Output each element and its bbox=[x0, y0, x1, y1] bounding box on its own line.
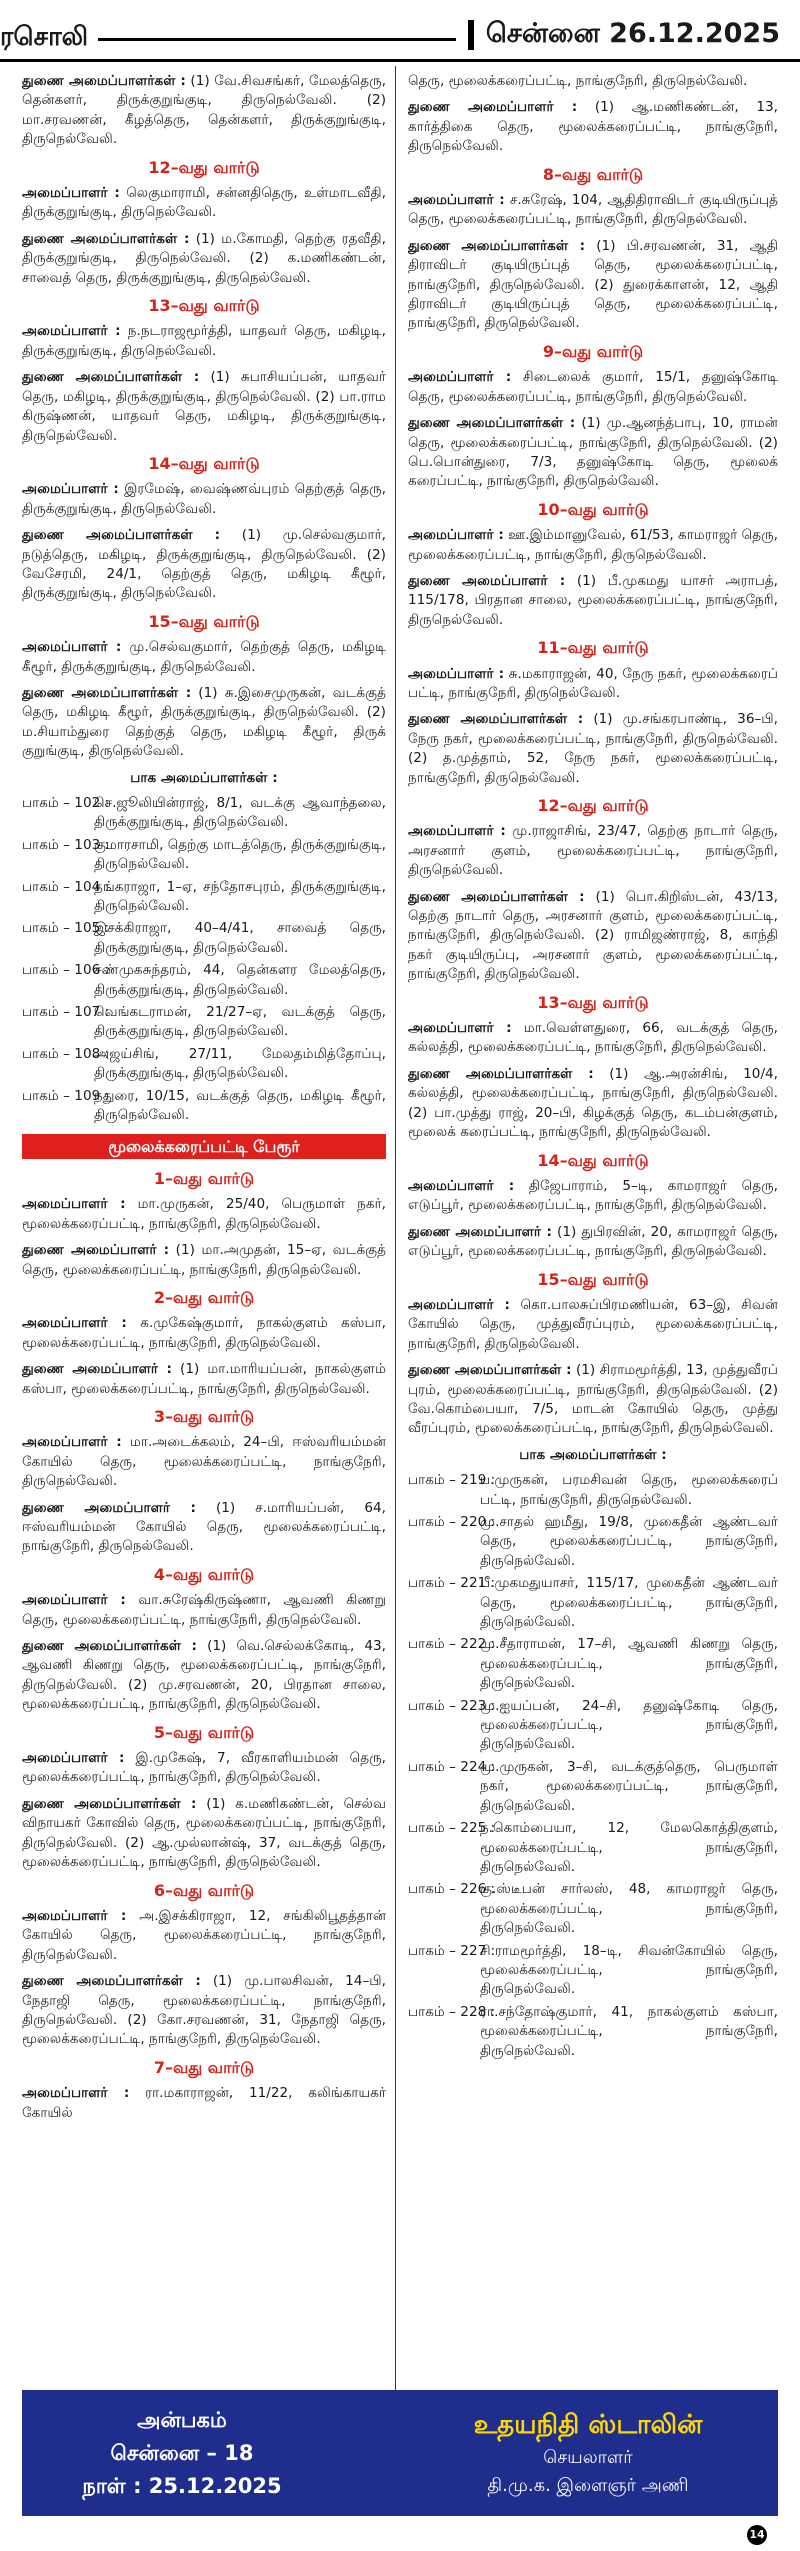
ward-block bbox=[408, 638, 778, 788]
organizer bbox=[22, 638, 386, 677]
ward-title: 13–வது வார்டு bbox=[148, 296, 260, 316]
role-text: (1) ஆ.அரன்சிங், 10/4, கல்லத்தி, மூலைக்கரைப்பட்டி, நாங்குநேரி, திருநெல்வேலி. (2) பா.முத்து ராஜ், 20–பி, கிழக்குத் தெரு, கடம்பன்குளம், மூலைக் கரைப்பட்டி, நாங்குநேரி, திருநெல்வேலி. bbox=[408, 1065, 778, 1141]
ward-title: 8–வது வார்டு bbox=[542, 164, 644, 184]
booth-number: பாகம் – 220 : bbox=[408, 1514, 496, 1530]
ward-block bbox=[22, 454, 386, 604]
ward-title: 9–வது வார்டு bbox=[542, 341, 644, 361]
role-label: துணை அமைப்பாளர் : bbox=[408, 99, 578, 116]
booth-row bbox=[408, 1471, 778, 1510]
booth-text: ந.கொம்பையா, 12, மேலகொத்திகுளம், மூலைக்கரைப்பட்டி, நாங்குநேரி, திருநெல்வேலி. bbox=[480, 1820, 778, 1875]
role-label: துணை அமைப்பாளர் : bbox=[22, 1242, 170, 1259]
role-text: (1) பொ.கிறிஸ்டன், 43/13, தெற்கு நாடார் தெரு, அரசனார் குளம், மூலைக்கரைப்பட்டி, நாங்குநேரி, திருநெல்வேலி. (2) ராமிஜண்ராஜ், 8, காந்தி நகர் குடியிருப்பு, அரசனார் குளம், மூலைக்கரைப்பட்டி, நாங்குநேரி, திருநெல்வேலி. bbox=[408, 888, 778, 983]
ward-title: 13–வது வார்டு bbox=[537, 992, 649, 1012]
city-date-text: சென்னை 26.12.2025 bbox=[485, 18, 780, 49]
deputies bbox=[22, 1360, 386, 1399]
deputies bbox=[408, 888, 778, 985]
organizer bbox=[22, 1433, 386, 1491]
ward-title: 11–வது வார்டு bbox=[537, 638, 649, 658]
ward-title: 1–வது வார்டு bbox=[153, 1168, 255, 1188]
role-text: ச.சுரேஷ், 104, ஆதிதிராவிடர் குடியிருப்புத் தெரு, மூலைக்கரைப்பட்டி, நாங்குநேரி, திருநெல்வேலி. bbox=[408, 192, 778, 228]
role-text: (1) ம.கோமதி, தெற்கு ரதவீதி, திருக்குறுங்குடி, திருநெல்வேலி. (2) க.மணிகண்டன், சாவைத் தெரு, திருக்குறுங்குடி, திருநெல்வேலி. bbox=[22, 230, 386, 286]
ward-block bbox=[22, 158, 386, 288]
intro-deputies bbox=[22, 72, 386, 150]
organizer bbox=[408, 1019, 778, 1058]
ward-title: 12–வது வார்டு bbox=[148, 157, 260, 177]
signatory-name: உதயநிதி ஸ்டாலின் bbox=[473, 2410, 703, 2440]
role-text: (1) ச.மாரியப்பன், 64, ஈஸ்வரியம்மன் கோயில் தெரு, மூலைக்கரைப்பட்டி, நாங்குநேரி, திருநெல்வேலி. bbox=[22, 1499, 386, 1555]
booth-row bbox=[408, 1513, 778, 1571]
footer-place: அன்பகம் bbox=[137, 2408, 227, 2432]
ward-title: 7–வது வார்டு bbox=[153, 2057, 255, 2077]
deputies bbox=[22, 368, 386, 446]
role-text: இ.முகேஷ், 7, வீரகாளியம்மன் தெரு, மூலைக்கரைப்பட்டி, நாங்குநேரி, திருநெல்வேலி. bbox=[22, 1750, 386, 1786]
ward-block bbox=[408, 342, 778, 492]
booth-number: பாகம் – 105 : bbox=[22, 920, 110, 937]
page-header bbox=[0, 0, 800, 62]
booth-number: பாகம் – 221 : bbox=[408, 1575, 496, 1592]
booth-text: மு.முருகன், 3–சி, வடக்குத்தெரு, பெருமாள் நகர், மூலைக்கரைப்பட்டி, நாங்குநேரி, திருநெல்வேலி. bbox=[480, 1758, 778, 1814]
booth-list bbox=[408, 1471, 778, 2061]
footer-city: சென்னை – 18 bbox=[110, 2441, 254, 2465]
role-label: துணை அமைப்பாளர் : bbox=[408, 1223, 552, 1240]
booth-row bbox=[408, 1574, 778, 1632]
role-text: திஜேபாராம், 5–டி, காமராஜர் தெரு, எடுப்பூர், மூலைக்கரைப்பட்டி, நாங்குநேரி, திருநெல்வேலி. bbox=[408, 1177, 778, 1214]
booth-number: பாகம் – 225 : bbox=[408, 1820, 496, 1837]
role-label: அமைப்பாளர் : bbox=[22, 1196, 126, 1213]
deputies bbox=[22, 1499, 386, 1557]
ward-block bbox=[22, 296, 386, 446]
booth-row bbox=[22, 794, 386, 833]
role-text: சு.மகாராஜன், 40, நேரு நகர், மூலைக்கரைப் பட்டி, நாங்குநேரி, திருநெல்வேலி. bbox=[408, 665, 778, 701]
role-label: அமைப்பாளர் : bbox=[22, 1315, 127, 1332]
role-label: துணை அமைப்பாளர்கள் : bbox=[22, 527, 221, 544]
role-label: அமைப்பாளர் : bbox=[408, 823, 506, 840]
role-label: அமைப்பாளர் : bbox=[408, 527, 504, 544]
booth-number: பாகம் – 106 : bbox=[22, 962, 110, 979]
role-text: (1) சு.இசைமுருகன், வடக்குத் தெரு, மகிழடி கீழூர், திருக்குறுங்குடி, திருநெல்வேலி. (2) ம.சியாம்துரை தெற்குத் தெரு, மகிழடி கீழூர், திருக் குறுங்குடி, திருநெல்வேலி. bbox=[22, 684, 386, 760]
booth-text: மு.ஐயப்பன், 24–சி, தனுஷ்கோடி தெரு, மூலைக்கரைப்பட்டி, நாங்குநேரி, திருநெல்வேலி. bbox=[480, 1697, 778, 1753]
organizer bbox=[22, 1591, 386, 1630]
role-label: துணை அமைப்பாளர்கள் : bbox=[408, 711, 584, 728]
booth-text: கு.ஸ்டீபன் சார்லஸ், 48, காமராஜர் தெரு, மூலைக்கரைப்பட்டி, நாங்குநேரி, திருநெல்வேலி. bbox=[480, 1881, 778, 1937]
organizer bbox=[408, 665, 778, 704]
role-label: அமைப்பாளர் : bbox=[408, 1296, 510, 1313]
ward-title: 2–வது வார்டு bbox=[153, 1287, 255, 1307]
organizer bbox=[408, 1296, 778, 1354]
role-text: (1) வெ.செல்லக்கோடி, 43, ஆவணி கிணறு தெரு, மூலைக்கரைப்பட்டி, நாங்குநேரி, திருநெல்வேலி. (2) மு.சரவணன், 20, பிரதான சாலை, மூலைக்கரைப்பட்டி, நாங்குநேரி, திருநெல்வேலி. bbox=[22, 1638, 386, 1713]
booth-row bbox=[22, 919, 386, 958]
continued-text: தெரு, மூலைக்கரைப்பட்டி, நாங்குநேரி, திருநெல்வேலி. bbox=[408, 73, 748, 89]
role-label: துணை அமைப்பாளர் : bbox=[22, 1361, 172, 1378]
role-label: துணை அமைப்பாளர்கள் : bbox=[408, 415, 576, 432]
organizer bbox=[22, 2084, 386, 2123]
role-label: அமைப்பாளர் : bbox=[22, 1907, 127, 1924]
role-text: (1) க.மணிகண்டன், செல்வ விநாயகர் கோவில் தெரு, மூலைக்கரைப்பட்டி, நாங்குநேரி, திருநெல்வேலி. (2) ஆ.முல்லான்ஷ், 37, வடக்குத் தெரு, மூலைக்கரைப்பட்டி, நாங்குநேரி, திருநெல்வேலி. bbox=[22, 1795, 386, 1871]
role-text: இரமேஷ், வைஷ்ணவ்புரம் தெற்குத் தெரு, திருக்குறுங்குடி, திருநெல்வேலி. bbox=[22, 481, 386, 517]
ward-block bbox=[408, 796, 778, 985]
ward-title: 3–வது வார்டு bbox=[153, 1406, 255, 1426]
role-label: துணை அமைப்பாளர்கள் : bbox=[22, 1973, 201, 1990]
footer-signatory bbox=[398, 2406, 778, 2500]
booth-row bbox=[408, 1635, 778, 1693]
right-column bbox=[408, 72, 778, 2382]
role-text: (1) மு.சங்கரபாண்டி, 36–பி, நேரு நகர், மூலைக்கரைப்பட்டி, நாங்குநேரி, திருநெல்வேலி. (2) த.முத்தாம், 52, நேரு நகர், மூலைக்கரைப்பட்டி, நாங்குநேரி, திருநெல்வேலி. bbox=[408, 711, 778, 786]
organizer bbox=[408, 822, 778, 880]
footer-address bbox=[22, 2404, 342, 2503]
continued-deputy bbox=[408, 98, 778, 156]
booth-number: பாகம் – 226 : bbox=[408, 1881, 496, 1898]
signatory-org: தி.மு.க. இளைஞர் அணி bbox=[487, 2475, 689, 2496]
organizer bbox=[22, 1314, 386, 1353]
ward-title: 15–வது வார்டு bbox=[148, 611, 260, 631]
ward-title: 14–வது வார்டு bbox=[148, 453, 260, 473]
booth-text: மு.சாதல் ஹமீது, 19/8, முகைதீன் ஆண்டவர் தெரு, மூலைக்கரைப்பட்டி, நாங்குநேரி, திருநெல்வேலி. bbox=[480, 1514, 778, 1569]
role-label: துணை அமைப்பாளர்கள் : bbox=[22, 369, 200, 386]
ward-title: 10–வது வார்டு bbox=[537, 499, 649, 519]
organizer bbox=[408, 191, 778, 230]
role-label: அமைப்பாளர் : bbox=[22, 481, 119, 498]
deputies bbox=[408, 414, 778, 492]
deputies bbox=[22, 1241, 386, 1280]
role-text: (1) மு.ஆனந்த்பாபு, 10, ராமன் தெரு, மூலைக்கரைப்பட்டி, நாங்குநேரி, திருநெல்வேலி. (2) பெ.பொன்துரை, 7/3, தனுஷ்கோடி தெரு, மூலைக் கரைப்பட்டி, நாங்குநேரி, திருநெல்வேலி. bbox=[408, 415, 778, 490]
role-text: (1) வே.சிவசங்கர், மேலத்தெரு, தென்களர், திருக்குறுங்குடி, திருநெல்வேலி. (2) மா.சரவணன், கீழத்தெரு, தென்களர், திருக்குறுங்குடி, திருநெல்வேலி. bbox=[22, 73, 386, 148]
deputies bbox=[408, 237, 778, 334]
deputies bbox=[22, 526, 386, 604]
booth-organizers-title: பாக அமைப்பாளர்கள் : bbox=[130, 769, 278, 786]
booth-text: இசக்கிராஜா, 40–4/41, சாவைத் தெரு, திருக்குறுங்குடி, திருநெல்வேலி. bbox=[94, 920, 386, 956]
role-label: அமைப்பாளர் : bbox=[408, 192, 505, 209]
ward-block bbox=[22, 1407, 386, 1557]
role-text: மா.முருகன், 25/40, பெருமாள் நகர், மூலைக்கரைப்பட்டி, நாங்குநேரி, திருநெல்வேலி. bbox=[22, 1196, 386, 1232]
booth-row bbox=[22, 878, 386, 917]
booth-text: குமாரசாமி, தெற்கு மாடத்தெரு, திருக்குறுங்குடி, திருநெல்வேலி. bbox=[94, 836, 386, 873]
ward-block bbox=[408, 993, 778, 1143]
booth-text: பீ.முகமதுயாசர், 115/17, முகைதீன் ஆண்டவர் தெரு, மூலைக்கரைப்பட்டி, நாங்குநேரி, திருநெல்வேலி. bbox=[480, 1575, 778, 1631]
role-label: அமைப்பாளர் : bbox=[22, 185, 120, 202]
role-label: துணை அமைப்பாளர்கள் : bbox=[408, 888, 585, 905]
ward-block bbox=[22, 612, 386, 762]
organizer bbox=[408, 526, 778, 565]
deputies bbox=[408, 572, 778, 630]
role-label: அமைப்பாளர் : bbox=[408, 1020, 512, 1037]
booth-row bbox=[22, 1003, 386, 1042]
booth-number: பாகம் – 107 : bbox=[22, 1004, 110, 1021]
role-label: அமைப்பாளர் : bbox=[408, 1177, 515, 1194]
organizer bbox=[408, 368, 778, 407]
deputies bbox=[22, 1972, 386, 2050]
left-column bbox=[22, 72, 386, 2382]
role-text: (1) சிராமமூர்த்தி, 13, முத்துவீரப் புரம், மூலைக்கரைப்பட்டி, நாங்குநேரி, திருநெல்வேலி. (2) வே.கொம்பையா, 7/5, மாடன் கோயில் தெரு, முத்து வீரப்புரம், மூலைக்கரைப்பட்டி, நாங்குநேரி, திருநெல்வேலி. bbox=[408, 1362, 778, 1437]
role-label: அமைப்பாளர் : bbox=[22, 1434, 122, 1451]
role-label: துணை அமைப்பாளர்கள் : bbox=[408, 237, 586, 254]
booth-number: பாகம் – 104 : bbox=[22, 878, 110, 895]
role-text: (1) ஆ.மணிகண்டன், 13, கார்த்திகை தெரு, மூலைக்கரைப்பட்டி, நாங்குநேரி, திருநெல்வேலி. bbox=[408, 99, 778, 155]
deputies bbox=[22, 1795, 386, 1873]
ward-title: 5–வது வார்டு bbox=[153, 1722, 255, 1742]
role-text: மா.அடைக்கலம், 24–பி, ஈஸ்வரியம்மன் கோயில் தெரு, மூலைக்கரைப்பட்டி, நாங்குநேரி, திருநெல்வேலி. bbox=[22, 1434, 386, 1490]
booth-row bbox=[408, 1697, 778, 1755]
role-label: அமைப்பாளர் : bbox=[408, 665, 505, 682]
booth-number: பாகம் – 109 : bbox=[22, 1087, 110, 1104]
role-label: அமைப்பாளர் : bbox=[408, 369, 512, 386]
role-text: (1) மு.செல்வகுமார், நடுத்தெரு, மகிழடி, திருக்குறுங்குடி, திருநெல்வேலி. (2) வேசேரமி, 24/1, தெற்குத் தெரு, மகிழடி கீழூர், திருக்குறுங்குடி, திருநெல்வேலி. bbox=[22, 527, 386, 602]
deputies bbox=[22, 230, 386, 288]
role-text: மு.செல்வகுமார், தெற்குத் தெரு, மகிழடி கீழூர், திருக்குறுங்குடி, திருநெல்வேலி. bbox=[22, 639, 386, 675]
deputies bbox=[22, 1637, 386, 1715]
ward-title: 12–வது வார்டு bbox=[537, 796, 649, 815]
booth-row bbox=[408, 1758, 778, 1816]
role-label: துணை அமைப்பாளர் : bbox=[408, 572, 566, 589]
booth-text: செ.ஜூலியின்ராஜ், 8/1, வடக்கு ஆவாந்தலை, திருக்குறுங்குடி, திருநெல்வேலி. bbox=[94, 795, 386, 831]
column-divider bbox=[395, 66, 396, 2490]
booth-row bbox=[22, 1045, 386, 1084]
ward-title: 15–வது வார்டு bbox=[537, 1269, 649, 1289]
role-label: துணை அமைப்பாளர் : bbox=[22, 1499, 196, 1516]
role-label: துணை அமைப்பாளர்கள் : bbox=[408, 1065, 594, 1082]
role-label: அமைப்பாளர் : bbox=[22, 2085, 130, 2102]
booth-number: பாகம் – 219 : bbox=[408, 1472, 496, 1489]
organizer bbox=[22, 1907, 386, 1965]
booth-row bbox=[408, 1819, 778, 1877]
booth-row bbox=[408, 1942, 778, 2000]
ward-title: 14–வது வார்டு bbox=[537, 1150, 649, 1170]
role-label: துணை அமைப்பாளர்கள் : bbox=[22, 684, 192, 701]
booth-row bbox=[408, 2003, 778, 2061]
organizer bbox=[408, 1177, 778, 1216]
booth-text: நதுரை, 10/15, வடக்குத் தெரு, மகிழடி கீழூர், திருநெல்வேலி. bbox=[94, 1087, 386, 1124]
role-label: துணை அமைப்பாளர்கள் : bbox=[22, 1638, 197, 1655]
booth-row bbox=[22, 836, 386, 875]
role-label: அமைப்பாளர் : bbox=[22, 639, 122, 656]
booth-row bbox=[22, 961, 386, 1000]
ward-block bbox=[408, 500, 778, 630]
ward-block bbox=[408, 1270, 778, 1439]
booth-number: பாகம் – 103 : bbox=[22, 836, 110, 853]
role-label: துணை அமைப்பாளர்கள் : bbox=[22, 230, 190, 247]
deputies bbox=[408, 1361, 778, 1439]
booth-text: ரா.சந்தோஷ்குமார், 41, நாகல்குளம் கஸ்பா, மூலைக்கரைப்பட்டி, நாங்குநேரி, திருநெல்வேலி. bbox=[480, 2003, 778, 2059]
booth-text: சி.ராமமூர்த்தி, 18–டி, சிவன்கோயில் தெரு, மூலைக்கரைப்பட்டி, நாங்குநேரி, திருநெல்வேலி. bbox=[480, 1942, 778, 1998]
booth-number: பாகம் – 108 : bbox=[22, 1045, 110, 1062]
role-label: துணை அமைப்பாளர்கள் : bbox=[22, 73, 186, 89]
role-text: லெகுமாராமி, சன்னதிதெரு, உள்மாடவீதி, திருக்குறுங்குடி, திருநெல்வேலி. bbox=[22, 185, 386, 221]
deputies bbox=[22, 684, 386, 762]
role-text: மு.ராஜாசிங், 23/47, தெற்கு நாடார் தெரு, அரசனார் குளம், மூலைக்கரைப்பட்டி, நாங்குநேரி, திருநெல்வேலி. bbox=[408, 823, 778, 879]
role-text: ரா.மகாராஜன், 11/22, கலிங்காயகர் கோயில் bbox=[22, 2085, 386, 2121]
header-rule bbox=[98, 38, 498, 41]
role-text: (1) பீ.முகமது யாசர் அராபத், 115/178, பிரதான சாலை, மூலைக்கரைப்பட்டி, நாங்குநேரி, திருநெல்வேலி. bbox=[408, 572, 778, 628]
ward-block bbox=[22, 2058, 386, 2123]
footer-signature-box bbox=[22, 2390, 778, 2516]
role-text: (1) பி.சரவணன், 31, ஆதி திராவிடர் குடியிருப்புத் தெரு, மூலைக்கரைப்பட்டி, நாங்குநேரி, திருநெல்வேலி. (2) துரைக்காளன், 12, ஆதி திராவிடர் குடியிருப்புத் தெரு, மூலைக்கரைப்பட்டி, நாங்குநேரி, திருநெல்வேலி. bbox=[408, 237, 778, 332]
booth-text: வெங்கடராமன், 21/27–ஏ, வடக்குத் தெரு, திருக்குறுங்குடி, திருநெல்வேலி. bbox=[94, 1004, 386, 1040]
ward-block bbox=[408, 165, 778, 334]
deputies bbox=[408, 710, 778, 788]
role-text: (1) துபிரவின், 20, காமராஜர் தெரு, எடுப்பூர், மூலைக்கரைப்பட்டி, நாங்குநேரி, திருநெல்வேலி. bbox=[408, 1223, 778, 1260]
role-label: அமைப்பாளர் : bbox=[22, 1592, 126, 1609]
booth-row bbox=[22, 1087, 386, 1126]
booth-text: மு.சீதாராமன், 17–சி, ஆவணி கிணறு தெரு, மூலைக்கரைப்பட்டி, நாங்குநேரி, திருநெல்வேலி. bbox=[480, 1636, 778, 1692]
booth-row bbox=[408, 1880, 778, 1938]
role-label: துணை அமைப்பாளர்கள் : bbox=[408, 1362, 572, 1379]
role-text: க.முகேஷ்குமார், நாகல்குளம் கஸ்பா, மூலைக்கரைப்பட்டி, நாங்குநேரி, திருநெல்வேலி. bbox=[22, 1315, 386, 1351]
ward-title: 4–வது வார்டு bbox=[153, 1564, 255, 1584]
role-text: (1) மா.மாரியப்பன், நாகல்குளம் கஸ்பா, மூலைக்கரைப்பட்டி, நாங்குநேரி, திருநெல்வேலி. bbox=[22, 1361, 386, 1397]
booth-list bbox=[22, 794, 386, 1126]
ward-title: 6–வது வார்டு bbox=[153, 1880, 255, 1900]
booth-text: அஜய்சிங், 27/11, மேலதம்மித்தோப்பு, திருக்குறுங்குடி, திருநெல்வேலி. bbox=[94, 1045, 386, 1082]
booth-number: பாகம் – 224 : bbox=[408, 1758, 496, 1775]
role-text: ந.நடராஜமூர்த்தி, யாதவர் தெரு, மகிழடி, திருக்குறுங்குடி, திருநெல்வேலி. bbox=[22, 323, 386, 359]
role-text: அ.இசக்கிராஜா, 12, சங்கிலிபூதத்தான் கோயில் தெரு, மூலைக்கரைப்பட்டி, நாங்குநேரி, திருநெல்வேலி. bbox=[22, 1907, 386, 1963]
role-text: (1) மு.பாலசிவன், 14–பி, நேதாஜி தெரு, மூலைக்கரைப்பட்டி, நாங்குநேரி, திருநெல்வேலி. (2) கோ.சரவணன், 31, நேதாஜி தெரு, மூலைக்கரைப்பட்டி, நாங்குநேரி, திருநெல்வேலி. bbox=[22, 1973, 386, 2048]
role-text: வா.சுரேஷ்கிருஷ்ணா, ஆவணி கிணறு தெரு, மூலைக்கரைப்பட்டி, நாங்குநேரி, திருநெல்வேலி. bbox=[22, 1592, 386, 1628]
role-text: ஊ.இம்மானுவேல், 61/53, காமராஜர் தெரு, மூலைக்கரைப்பட்டி, நாங்குநேரி, திருநெல்வேலி. bbox=[408, 527, 778, 563]
footer-date: நாள் : 25.12.2025 bbox=[82, 2474, 282, 2498]
organizer bbox=[22, 1749, 386, 1788]
booth-number: பாகம் – 228 : bbox=[408, 2003, 496, 2020]
role-label: அமைப்பாளர் : bbox=[22, 1750, 125, 1767]
role-text: (1) மா.அமுதன், 15–ஏ, வடக்குத் தெரு, மூலைக்கரைப்பட்டி, நாங்குநேரி, திருநெல்வேலி. bbox=[22, 1242, 386, 1278]
page-number: 14 bbox=[747, 2525, 767, 2545]
role-label: துணை அமைப்பாளர்கள் : bbox=[22, 1795, 197, 1812]
section-banner: மூலைக்கரைப்பட்டி பேரூர் bbox=[22, 1134, 386, 1159]
booth-number: பாகம் – 102 : bbox=[22, 795, 110, 811]
organizer bbox=[22, 322, 386, 361]
booth-text: சண்முகசுந்தரம், 44, தென்களர மேலத்தெரு, திருக்குறுங்குடி, திருநெல்வேலி. bbox=[94, 962, 386, 998]
masthead-name: ரசொலி bbox=[0, 22, 89, 52]
booth-number: பாகம் – 222 : bbox=[408, 1636, 496, 1653]
role-label: அமைப்பாளர் : bbox=[22, 323, 121, 340]
ward-block bbox=[22, 1288, 386, 1399]
role-text: சிடைலைக் குமார், 15/1, தனுஷ்கோடி தெரு, மூலைக்கரைப்பட்டி, நாங்குநேரி, திருநெல்வேலி. bbox=[408, 369, 778, 405]
header-separator bbox=[468, 20, 474, 50]
role-text: (1) சுபாசியப்பன், யாதவர் தெரு, மகிழடி, திருக்குறுங்குடி, திருநெல்வேலி. (2) பா.ராம கிருஷ்ணன், யாதவர் தெரு, மகிழடி, திருக்குறுங்குடி, திருநெல்வேலி. bbox=[22, 369, 386, 444]
booth-text: தங்கராஜா, 1–ஏ, சந்தோசபுரம், திருக்குறுங்குடி, திருநெல்வேலி. bbox=[94, 878, 386, 915]
role-text: மா.வெள்ளதுரை, 66, வடக்குத் தெரு, கல்லத்தி, மூலைக்கரைப்பட்டி, நாங்குநேரி, திருநெல்வேலி. bbox=[408, 1020, 778, 1056]
booth-number: பாகம் – 227 : bbox=[408, 1942, 496, 1959]
masthead-city-date bbox=[456, 18, 780, 53]
ward-block bbox=[22, 1723, 386, 1873]
organizer bbox=[22, 184, 386, 223]
ward-block bbox=[22, 1881, 386, 2050]
organizer bbox=[22, 1195, 386, 1234]
ward-block bbox=[22, 1565, 386, 1715]
ward-block bbox=[408, 1151, 778, 1262]
signatory-role: செயலாளர் bbox=[543, 2447, 633, 2468]
ward-block bbox=[22, 1169, 386, 1280]
booth-number: பாகம் – 223 : bbox=[408, 1697, 496, 1714]
role-text: கொ.பாலசுப்பிரமணியன், 63–இ, சிவன் கோயில் தெரு, முத்துவீரப்புரம், மூலைக்கரைப்பட்டி, நாங்குநேரி, திருநெல்வேலி. bbox=[408, 1296, 778, 1352]
deputies bbox=[408, 1223, 778, 1262]
organizer bbox=[22, 480, 386, 519]
deputies bbox=[408, 1065, 778, 1143]
booth-organizers-title: பாக அமைப்பாளர்கள் : bbox=[519, 1446, 667, 1463]
booth-text: ப.முருகன், பரமசிவன் தெரு, மூலைக்கரைப் பட்டி, நாங்குநேரி, திருநெல்வேலி. bbox=[480, 1472, 778, 1508]
